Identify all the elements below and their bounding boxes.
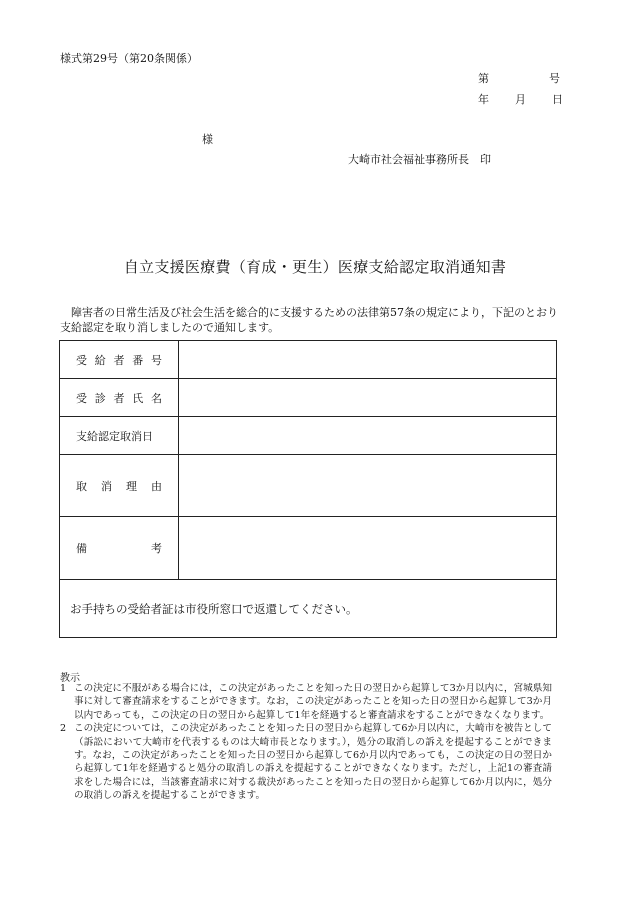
notice-table <box>59 340 557 638</box>
label-char: 給 <box>94 353 106 367</box>
cancel-date-value[interactable] <box>179 417 557 455</box>
list-item <box>60 682 552 722</box>
list-item <box>60 722 552 802</box>
return-note: お手持ちの受給者証は市役所窓口で返還してください。 <box>60 580 557 638</box>
intro-text: 障害者の日常生活及び社会生活を総合的に支援するための法律第57条の規定により，下記のとおり支給認定を取り消しましたので通知します。 <box>60 306 558 334</box>
table-row <box>60 517 557 580</box>
issuer: 大崎市社会福祉事務所長 印 <box>348 153 491 166</box>
spaced-label <box>60 390 178 406</box>
form-number: 様式第29号（第20条関係） <box>60 52 198 65</box>
table-row <box>60 417 557 455</box>
spaced-label <box>60 540 178 556</box>
reason-value[interactable] <box>179 455 557 517</box>
label-char: 氏 <box>132 391 144 405</box>
instructions-heading: 教示 <box>60 673 80 684</box>
table-row <box>60 455 557 517</box>
label-char: 受 <box>76 353 87 367</box>
document-number-suffix: 号 <box>549 72 560 85</box>
month-label: 月 <box>515 93 526 106</box>
instructions-list <box>60 682 552 803</box>
patient-name-value[interactable] <box>179 379 557 417</box>
item-number: 1 <box>60 683 67 694</box>
table-row <box>60 379 557 417</box>
label-char: 由 <box>151 479 162 493</box>
remarks-value[interactable] <box>179 517 557 580</box>
remarks-label <box>60 517 179 580</box>
table-row <box>60 341 557 379</box>
document-number-prefix: 第 <box>478 72 489 85</box>
label-char: 診 <box>94 391 106 405</box>
cancel-date-label <box>60 417 179 455</box>
label-char: 消 <box>101 479 112 493</box>
recipient-number-value[interactable] <box>179 341 557 379</box>
remarks-left: 備 <box>76 542 87 555</box>
item-number: 2 <box>60 723 67 735</box>
recipient-number-label <box>60 341 179 379</box>
label-char: 名 <box>151 391 162 405</box>
spaced-label <box>60 478 178 494</box>
reason-label <box>60 455 179 517</box>
patient-name-label <box>60 379 179 417</box>
cancel-date-text: 支給認定取消日 <box>76 429 153 443</box>
label-char: 者 <box>113 353 125 367</box>
year-label: 年 <box>478 93 489 106</box>
document-title: 自立支援医療費（育成・更生）医療支給認定取消通知書 <box>123 258 507 276</box>
remarks-right: 考 <box>151 542 162 555</box>
item-text: この決定については，この決定があったことを知った日の翌日から起算して6か月以内に，大崎市を被告として（訴訟において大崎市を代表するものは大崎市長となります。），処分の取消しの訴えを提起することができます。なお，この決定があったことを知った日の翌日から起算して6か月以内であっても，この決定の日の翌日から起算して1年を経過すると処分の取消しの訴えを提起することができなくなります。ただし，上記1の審査請求をした場合には，当該審査請求に対する裁決があったことを知った日の翌日から起算して6か月以内に，処分の取消しの訴えを提起することができます。 <box>74 723 552 802</box>
label-char: 理 <box>126 479 137 493</box>
item-text: この決定に不服がある場合には，この決定があったことを知った日の翌日から起算して3か月以内に，宮城県知事に対して審査請求をすることができます。なお，この決定があったことを知った日の翌日から起算して3か月以内であっても，この決定の日の翌日から起算して1年を経過すると審査請求をすることができなくなります。 <box>74 683 552 721</box>
table-row <box>60 580 557 638</box>
label-char: 受 <box>76 391 87 405</box>
issue-date <box>478 91 563 107</box>
spaced-label <box>60 352 178 368</box>
label-char: 取 <box>76 479 87 493</box>
label-char: 号 <box>151 353 162 367</box>
label-char: 番 <box>132 353 144 367</box>
day-label: 日 <box>552 93 563 106</box>
label-char: 者 <box>113 391 125 405</box>
addressee-suffix: 様 <box>202 133 213 146</box>
